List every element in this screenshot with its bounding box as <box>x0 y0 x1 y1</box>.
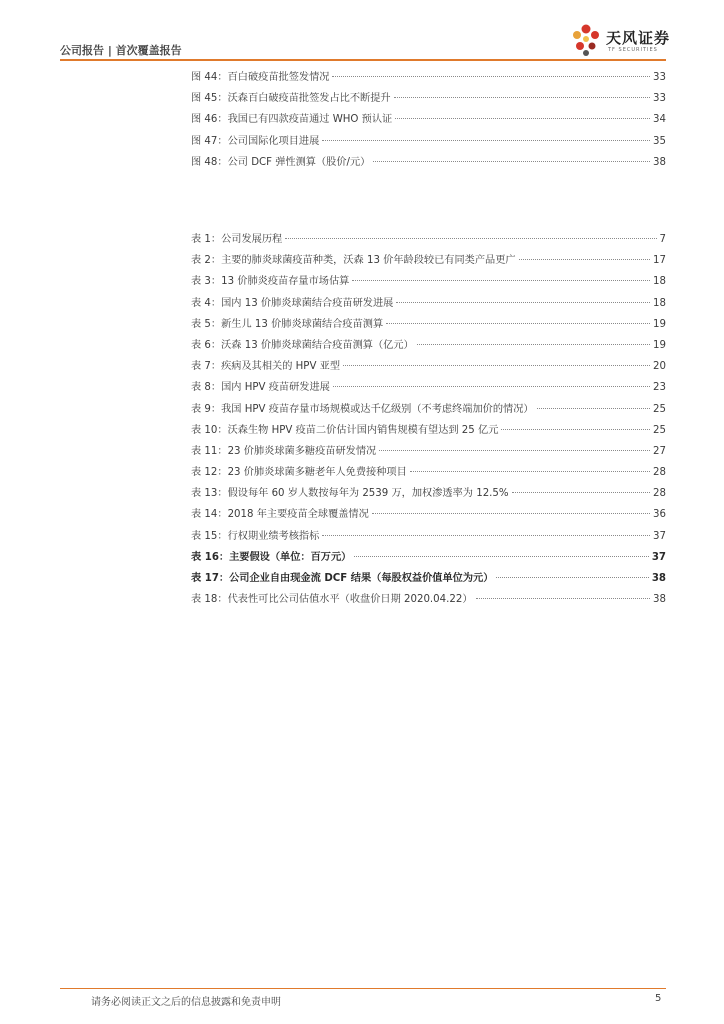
toc-entry[interactable] <box>191 527 666 548</box>
toc-entry[interactable] <box>191 315 666 336</box>
flower-logo-icon <box>568 22 604 58</box>
dot-leader <box>372 513 650 514</box>
toc-entry-page: 25 <box>653 403 666 415</box>
dot-leader <box>386 323 650 324</box>
dot-leader <box>379 450 650 451</box>
toc-entry-label: 表 5：新生儿 13 价肺炎球菌结合疫苗测算 <box>191 318 384 330</box>
toc-entry-label: 表 15：行权期业绩考核指标 <box>191 530 320 542</box>
dot-leader <box>496 577 648 578</box>
dot-leader <box>417 344 650 345</box>
dot-leader <box>343 365 650 366</box>
toc-entry-label: 表 1：公司发展历程 <box>191 234 283 245</box>
logo-english-name: TF SECURITIES <box>608 47 658 53</box>
toc-entry[interactable] <box>191 272 666 293</box>
dot-leader <box>352 280 650 281</box>
page-number: 5 <box>655 993 662 1004</box>
toc-entry-page: 28 <box>653 467 666 479</box>
dot-leader <box>537 408 650 409</box>
report-type-header: 公司报告 | 首次覆盖报告 <box>60 44 182 57</box>
toc-entry-page: 23 <box>653 382 666 394</box>
toc-entry-page: 19 <box>653 339 666 351</box>
tf-securities-logo <box>568 22 671 58</box>
toc-entry-page: 19 <box>653 318 666 330</box>
dot-leader <box>519 259 650 260</box>
toc-entry-page: 38 <box>653 594 666 606</box>
toc-entry[interactable] <box>191 336 666 357</box>
toc-entry-page: 37 <box>651 551 666 563</box>
toc-entry[interactable] <box>191 400 666 421</box>
dot-leader <box>373 161 650 162</box>
toc-entry-label: 表 8：国内 HPV 疫苗研发进展 <box>191 382 330 394</box>
toc-entry-page: 34 <box>653 114 666 126</box>
dot-leader <box>512 492 650 493</box>
toc-entry[interactable] <box>191 153 666 174</box>
dot-leader <box>322 535 650 536</box>
toc-entry[interactable] <box>191 442 666 463</box>
toc-entry[interactable] <box>191 421 666 442</box>
footer-disclaimer: 请务必阅读正文之后的信息披露和免责申明 <box>91 997 281 1008</box>
header-divider <box>60 59 666 61</box>
toc-entry[interactable] <box>191 294 666 315</box>
toc-entry-page: 18 <box>653 276 666 288</box>
toc-entry-label: 表 11：23 价肺炎球菌多糖疫苗研发情况 <box>191 445 377 457</box>
figure-index-list <box>191 68 666 174</box>
toc-entry-page: 37 <box>653 530 666 542</box>
toc-entry-label: 表 3：13 价肺炎疫苗存量市场估算 <box>191 276 350 288</box>
toc-entry-label: 表 13：假设每年 60 岁人数按每年为 2539 万，加权渗透率为 12.5% <box>191 488 509 500</box>
toc-entry-label: 图 44：百白破疫苗批签发情况 <box>191 72 330 83</box>
toc-entry[interactable] <box>191 89 666 110</box>
toc-entry-label: 表 4：国内 13 价肺炎球菌结合疫苗研发进展 <box>191 297 394 309</box>
toc-entry[interactable] <box>191 548 666 569</box>
toc-entry-page: 17 <box>653 255 666 267</box>
toc-entry-label: 表 7：疾病及其相关的 HPV 亚型 <box>191 361 341 373</box>
toc-entry-page: 38 <box>653 156 666 168</box>
toc-entry[interactable] <box>191 505 666 526</box>
toc-entry-page: 35 <box>653 135 666 147</box>
toc-entry-page: 28 <box>653 488 666 500</box>
toc-entry[interactable] <box>191 357 666 378</box>
dot-leader <box>476 598 651 599</box>
toc-entry[interactable] <box>191 68 666 89</box>
footer-divider <box>60 988 666 989</box>
toc-entry[interactable] <box>191 378 666 399</box>
toc-entry-page: 33 <box>653 72 666 83</box>
toc-entry[interactable] <box>191 484 666 505</box>
dot-leader <box>394 97 650 98</box>
dot-leader <box>322 140 650 141</box>
toc-entry-page: 20 <box>653 361 666 373</box>
toc-entry-label: 图 46：我国已有四款疫苗通过 WHO 预认证 <box>191 114 393 126</box>
dot-leader <box>354 556 648 557</box>
toc-entry[interactable] <box>191 230 666 251</box>
toc-entry-page: 33 <box>653 93 666 105</box>
toc-entry-page: 27 <box>653 445 666 457</box>
dot-leader <box>501 429 650 430</box>
dot-leader <box>410 471 650 472</box>
logo-chinese-name: 天风证券 <box>606 29 671 47</box>
toc-entry-page: 18 <box>653 297 666 309</box>
toc-entry-page: 36 <box>653 509 666 521</box>
toc-entry-label: 表 17：公司企业自由现金流 DCF 结果（每股权益价值单位为元） <box>191 573 494 584</box>
dot-leader <box>333 386 650 387</box>
dot-leader <box>332 76 650 77</box>
toc-entry-label: 表 18：代表性可比公司估值水平（收盘价日期 2020.04.22） <box>191 594 473 606</box>
toc-entry-page: 25 <box>653 424 666 436</box>
toc-entry[interactable] <box>191 590 666 611</box>
toc-entry[interactable] <box>191 251 666 272</box>
table-index-list <box>191 230 666 611</box>
toc-entry-label: 表 6：沃森 13 价肺炎球菌结合疫苗测算（亿元） <box>191 339 414 351</box>
toc-entry-label: 表 9：我国 HPV 疫苗存量市场规模或达千亿级别（不考虑终端加价的情况） <box>191 403 534 415</box>
toc-entry-page: 7 <box>659 234 666 245</box>
toc-entry-label: 表 16：主要假设（单位：百万元） <box>191 551 352 563</box>
toc-entry-label: 图 48：公司 DCF 弹性测算（股价/元） <box>191 156 371 168</box>
toc-entry-label: 表 10：沃森生物 HPV 疫苗二价估计国内销售规模有望达到 25 亿元 <box>191 424 499 436</box>
toc-entry[interactable] <box>191 110 666 131</box>
toc-entry-label: 表 2：主要的肺炎球菌疫苗种类，沃森 13 价年龄段较已有同类产品更广 <box>191 255 516 267</box>
toc-entry-label: 图 47：公司国际化项目进展 <box>191 135 320 147</box>
toc-entry-label: 表 12：23 价肺炎球菌多糖老年人免费接种项目 <box>191 467 407 479</box>
toc-entry[interactable] <box>191 569 666 590</box>
dot-leader <box>396 302 650 303</box>
toc-entry-label: 图 45：沃森百白破疫苗批签发占比不断提升 <box>191 93 391 105</box>
toc-entry[interactable] <box>191 132 666 153</box>
toc-entry[interactable] <box>191 463 666 484</box>
dot-leader <box>395 118 650 119</box>
toc-entry-page: 38 <box>651 573 666 584</box>
dot-leader <box>285 238 656 239</box>
toc-entry-label: 表 14：2018 年主要疫苗全球覆盖情况 <box>191 509 369 521</box>
